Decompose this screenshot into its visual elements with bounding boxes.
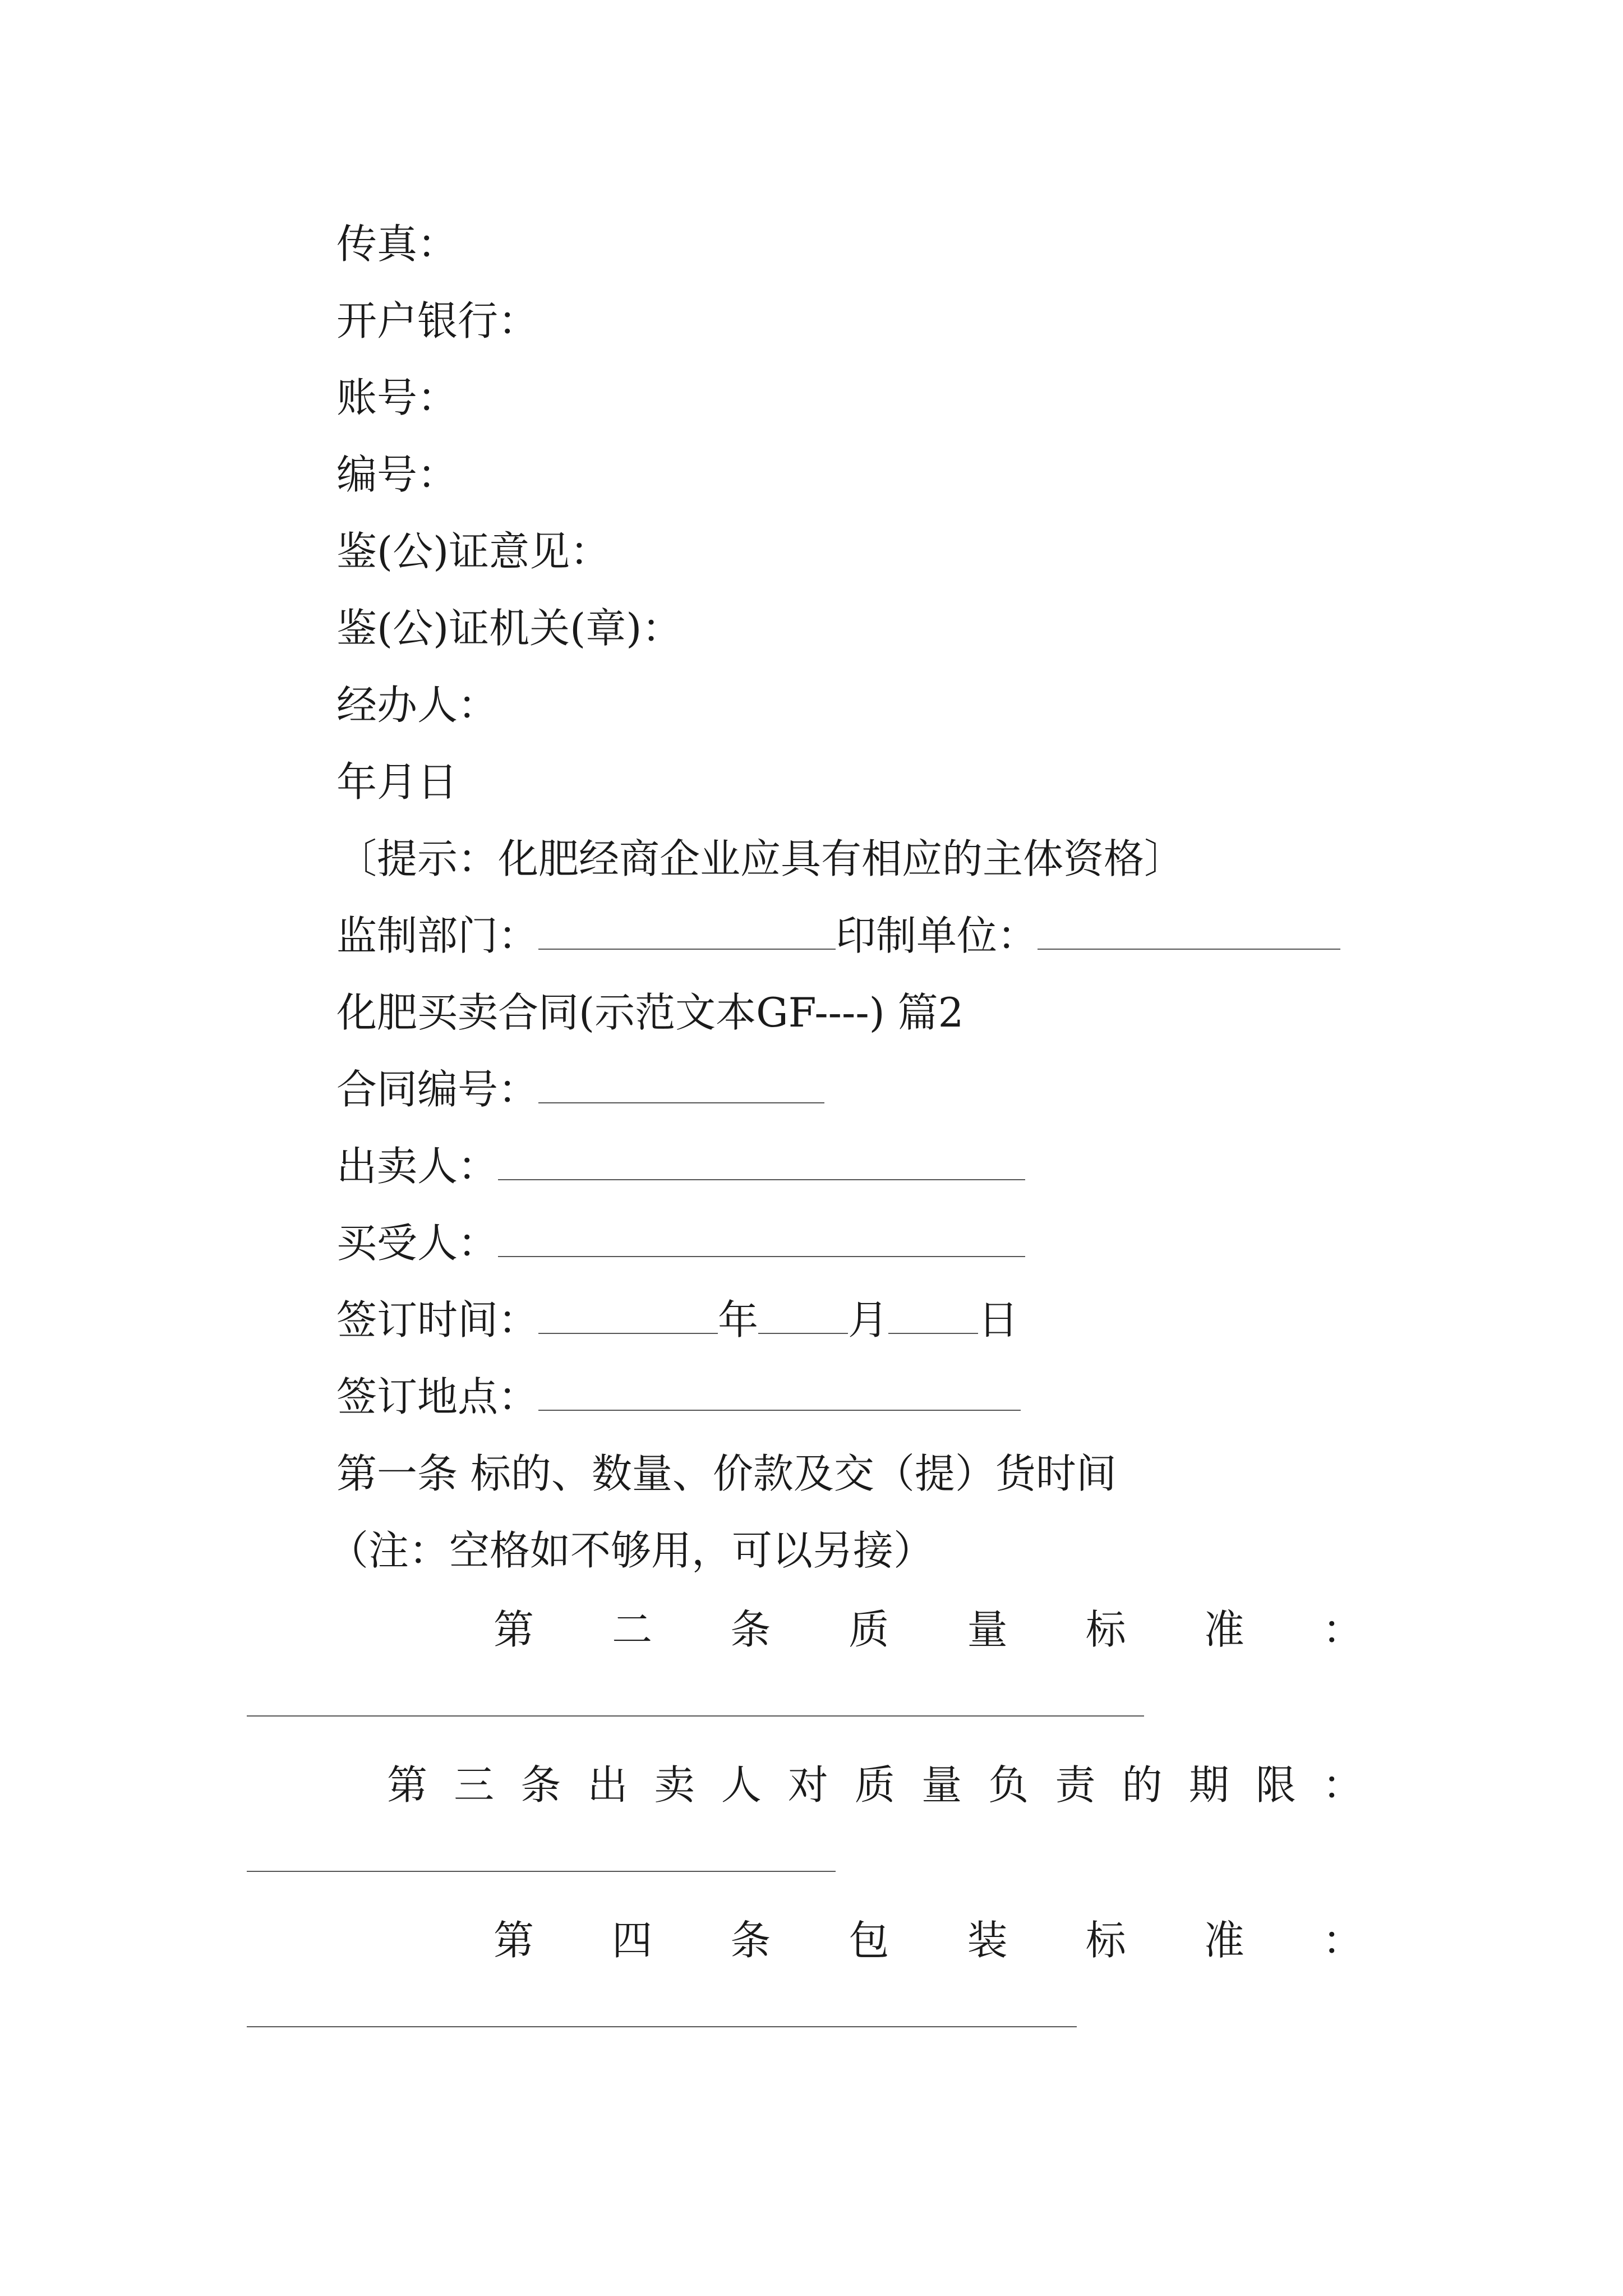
article3-char: 的 — [1122, 1761, 1163, 1809]
article2-heading — [494, 1602, 1363, 1658]
article2-blank[interactable] — [247, 1715, 1144, 1717]
fax-label: 传真： — [336, 220, 458, 268]
sign-place-blank[interactable] — [538, 1376, 1021, 1411]
hint-text: 〔提示：化肥经商企业应具有相应的主体资格〕 — [336, 835, 1185, 882]
article3-blank[interactable] — [247, 1871, 836, 1872]
sign-time-label: 签订时间： — [336, 1296, 539, 1343]
date-label: 年月日 — [336, 758, 458, 806]
month-blank[interactable] — [758, 1299, 848, 1334]
handler-label: 经办人： — [336, 682, 499, 729]
article3-char: 质 — [854, 1761, 895, 1809]
supervisor-printer-line — [336, 908, 1340, 964]
contract-no-line — [336, 1061, 824, 1117]
article3-char: 人 — [721, 1761, 762, 1809]
article3-char: 对 — [787, 1761, 828, 1809]
sign-place-label: 签订地点： — [336, 1373, 539, 1420]
month-label: 月 — [848, 1296, 889, 1343]
contract-title: 化肥买卖合同(示范文本GF----) 篇2 — [336, 989, 964, 1036]
seller-label: 出卖人： — [336, 1143, 499, 1190]
article3-char: 卖 — [654, 1761, 695, 1809]
contract-no-blank[interactable] — [538, 1069, 824, 1103]
article4-char: 四 — [612, 1917, 653, 1964]
printer-label: 印制单位： — [836, 912, 1038, 959]
account-label: 账号： — [336, 374, 458, 421]
year-label: 年 — [718, 1296, 759, 1343]
article2-char: 标 — [1085, 1606, 1126, 1653]
day-blank[interactable] — [888, 1299, 978, 1334]
article4-char: 装 — [967, 1917, 1008, 1964]
sign-place-line — [336, 1369, 1021, 1425]
article4-char: 准 — [1204, 1917, 1244, 1964]
notary-office-label: 鉴(公)证机关(章)： — [336, 605, 683, 652]
article4-heading — [494, 1912, 1363, 1968]
supervisor-blank[interactable] — [538, 915, 836, 950]
seller-blank[interactable] — [498, 1145, 1025, 1180]
contract-no-label: 合同编号： — [336, 1066, 539, 1113]
article2-char: 准 — [1204, 1606, 1244, 1653]
sign-time-line — [336, 1292, 1018, 1348]
article3-char: 量 — [921, 1761, 962, 1809]
article2-char: 条 — [730, 1606, 771, 1653]
note-text: （注：空格如不够用，可以另接） — [328, 1527, 934, 1574]
buyer-label: 买受人： — [336, 1220, 499, 1267]
article4-char: 标 — [1085, 1917, 1126, 1964]
buyer-line — [336, 1215, 1025, 1271]
supervisor-label: 监制部门： — [336, 912, 539, 959]
notary-opinion-label: 鉴(公)证意见： — [336, 528, 611, 575]
bank-label: 开户银行： — [336, 297, 539, 344]
article3-char: 三 — [454, 1761, 495, 1809]
article3-char: 期 — [1188, 1761, 1229, 1809]
day-label: 日 — [978, 1296, 1019, 1343]
article4-char: 条 — [730, 1917, 771, 1964]
article4-blank[interactable] — [247, 2026, 1077, 2027]
article1-heading: 第一条 标的、数量、价款及交（提）货时间 — [336, 1450, 1117, 1497]
article3-char: 条 — [520, 1761, 561, 1809]
article3-char: 限 — [1255, 1761, 1296, 1809]
article3-char: 负 — [988, 1761, 1029, 1809]
article3-heading — [387, 1757, 1363, 1813]
article2-char: 质 — [849, 1606, 889, 1653]
article4-char: 第 — [494, 1917, 534, 1964]
article3-char: 第 — [387, 1761, 428, 1809]
article4-char: ： — [1322, 1917, 1363, 1964]
printer-blank[interactable] — [1038, 915, 1340, 950]
article2-char: 二 — [612, 1606, 653, 1653]
number-label: 编号： — [336, 451, 458, 498]
seller-line — [336, 1138, 1025, 1194]
article3-char: 出 — [587, 1761, 628, 1809]
article4-char: 包 — [849, 1917, 889, 1964]
year-blank[interactable] — [538, 1299, 718, 1334]
article3-char: 责 — [1055, 1761, 1096, 1809]
buyer-blank[interactable] — [498, 1222, 1025, 1257]
article2-char: 第 — [494, 1606, 534, 1653]
article2-char: ： — [1322, 1606, 1363, 1653]
article3-char: ： — [1322, 1761, 1363, 1809]
article2-char: 量 — [967, 1606, 1008, 1653]
